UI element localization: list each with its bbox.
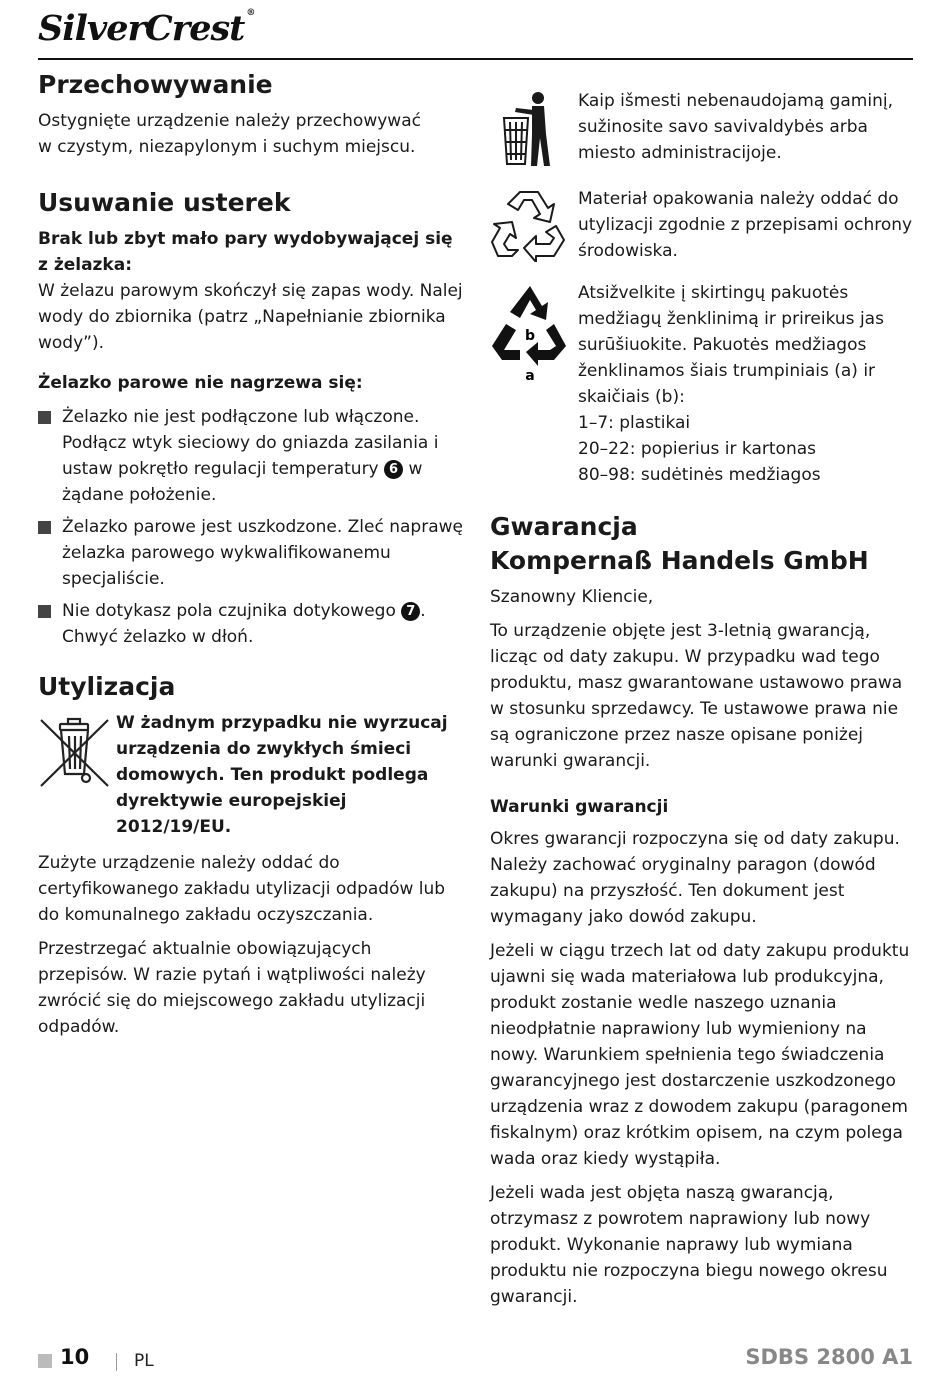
model-number: SDBS 2800 A1	[745, 1345, 913, 1369]
code-text: Atsižvelkite į skirtingų pakuotės medžiagų ženklinimą ir prireikus jas surūšiuokite. Pakuotės medžiagos ženklinamos šiais trumpiniais (a) ir skaičiais (b):	[578, 283, 884, 407]
right-column	[490, 88, 920, 1310]
code-line: 20–22: popierius ir kartonas	[578, 439, 816, 459]
recycling-code-icon	[490, 280, 578, 388]
troubleshoot-sub1: Brak lub zbyt mało pary wydobywającej się z żelazka:	[38, 229, 453, 275]
warranty-greeting: Szanowny Kliencie,	[490, 587, 654, 607]
square-bullet-icon	[38, 411, 51, 424]
bin-text: Kaip išmesti nebenaudojamą gaminį, sužinosite savo savivaldybės arba miesto administracijoje.	[578, 91, 893, 163]
disposal-p2: Przestrzegać aktualnie obowiązujących przepisów. W razie pytań i wątpliwości należy zwrócić się do miejscowego zakładu utylizacji odpadów.	[38, 939, 426, 1037]
code-line: 80–98: sudėtinės medžiagos	[578, 465, 821, 485]
footer-square-icon	[38, 1354, 52, 1368]
warranty-p3: Jeżeli w ciągu trzech lat od daty zakupu produktu ujawni się wada materiałowa lub produkcyjna, produkt zostanie wedle naszego uznania nieodpłatnie naprawiony lub wymieniony na nowy. Warunkiem spełnienia tego świadczenia gwarancyjnego jest dostarczenie uszkodzonego urządzenia wraz z dowodem zakupu (paragonem fiskalnym) oraz krótkim opisem, na czym polega wada oraz kiedy wystąpiła.	[490, 941, 910, 1169]
warranty-p2: Okres gwarancji rozpoczyna się od daty zakupu. Należy zachować oryginalny paragon (dowód zakupu) na przyszłość. Ten dokument jest wymagany jako dowód zakupu.	[490, 829, 900, 927]
page-header	[38, 8, 913, 60]
square-bullet-icon	[38, 521, 51, 534]
number-6-icon: 6	[384, 460, 403, 479]
brand-logo: SilverCrest ®	[38, 8, 255, 49]
language-code: PL	[134, 1351, 154, 1371]
troubleshoot-text1: W żelazu parowym skończył się zapas wody. Nalej wody do zbiornika (patrz „Napełnianie zbiornika wody”).	[38, 281, 463, 353]
troubleshoot-title: Usuwanie usterek	[38, 188, 291, 217]
code-row	[490, 280, 920, 488]
disposal-section	[38, 670, 463, 1040]
page-number: 10	[60, 1345, 90, 1369]
crossed-bin-icon	[38, 712, 116, 796]
number-7-icon: 7	[401, 602, 420, 621]
list-item: Żelazko parowe jest uszkodzone. Zleć naprawę żelazka parowego wykwalifikowanemu specjaliście.	[38, 514, 463, 592]
code-label-b: b	[524, 328, 536, 344]
recycle-text: Materiał opakowania należy oddać do utylizacji zgodnie z przepisami ochrony środowiska.	[578, 189, 913, 261]
storage-section	[38, 68, 463, 160]
footer-separator	[116, 1353, 117, 1371]
troubleshoot-list	[38, 404, 463, 650]
code-label-a: a	[525, 368, 535, 384]
disposal-warning	[38, 710, 463, 840]
recycle-arrows-icon	[490, 186, 578, 266]
recycle-row	[490, 186, 920, 266]
warranty-section	[490, 510, 920, 1310]
storage-title: Przechowywanie	[38, 70, 273, 99]
warranty-p1: To urządzenie objęte jest 3-letnią gwarancją, licząc od daty zakupu. W przypadku wad tego produktu, masz gwarantowane ustawowo prawa w stosunku sprzedawcy. Te ustawowe prawa nie są ograniczone przez nasze opisane poniżej warunki gwarancji.	[490, 621, 903, 771]
disposal-title: Utylizacja	[38, 672, 176, 701]
square-bullet-icon	[38, 605, 51, 618]
code-line: 1–7: plastikai	[578, 413, 691, 433]
troubleshoot-section	[38, 186, 463, 650]
list-item: Nie dotykasz pola czujnika dotykowego 7 . Chwyć żelazko w dłoń.	[38, 598, 463, 650]
disposal-p1: Zużyte urządzenie należy oddać do certyfikowanego zakładu utylizacji odpadów lub do komunalnego zakładu oczyszczania.	[38, 853, 446, 925]
bin-row	[490, 88, 920, 172]
warranty-title-2: Kompernaß Handels GmbH	[490, 546, 869, 575]
waste-bin-person-icon	[490, 88, 578, 172]
warranty-subtitle: Warunki gwarancji	[490, 797, 669, 817]
troubleshoot-sub2: Żelazko parowe nie nagrzewa się:	[38, 373, 363, 393]
list-item: Żelazko nie jest podłączone lub włączone. Podłącz wtyk sieciowy do gniazda zasilania i ustaw pokrętło regulacji temperatury 6 w żądane położenie.	[38, 404, 463, 508]
disposal-warning-text: W żadnym przypadku nie wyrzucaj urządzenia do zwykłych śmieci domowych. Ten produkt podlega dyrektywie europejskiej 2012/19/EU.	[116, 713, 448, 837]
warranty-title-1: Gwarancja	[490, 512, 638, 541]
page-footer	[38, 1343, 913, 1377]
header-rule	[38, 58, 913, 60]
left-column	[38, 68, 463, 1060]
warranty-p4: Jeżeli wada jest objęta naszą gwarancją, otrzymasz z powrotem naprawiony lub nowy produkt. Wykonanie naprawy lub wymiana produktu nie rozpoczyna biegu nowego okresu gwarancji.	[490, 1183, 888, 1307]
storage-text: Ostygnięte urządzenie należy przechowywać w czystym, niezapylonym i suchym miejscu.	[38, 111, 421, 157]
